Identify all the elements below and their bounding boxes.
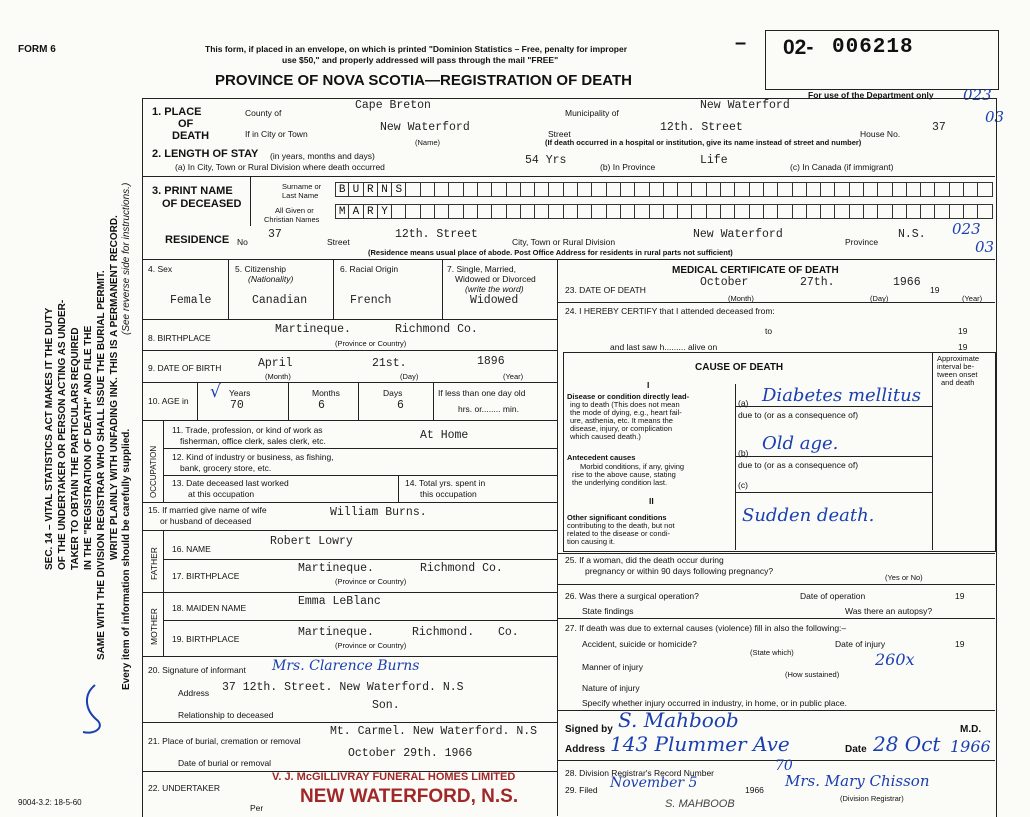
state-findings: State findings — [582, 606, 634, 616]
side-line-6: WRITE PLAINLY WITH UNFADING INK. THIS IS A PERMANENT RECORD. — [109, 215, 120, 560]
dob-day-hint: (Day) — [400, 372, 419, 381]
rule — [142, 656, 557, 657]
given-letter: A — [349, 204, 363, 219]
dob-year: 1896 — [477, 355, 505, 368]
postage-note-2: use $50," and properly addressed will pass through the mail "FREE" — [282, 55, 559, 65]
citizenship-value: Canadian — [252, 294, 308, 307]
informant-address: 37 12th. Street. New Waterford. N.S — [222, 681, 464, 694]
rule — [735, 384, 736, 550]
given-letter: R — [364, 204, 378, 219]
mother-birthplace-b: Richmond. — [412, 626, 475, 639]
stay-hint: (in years, months and days) — [270, 151, 375, 161]
record-number: 70 — [775, 758, 793, 774]
rule — [250, 176, 251, 226]
q24-label: 24. I HEREBY CERTIFY that I attended deceased from: — [565, 306, 775, 316]
q25-label-a: 25. If a woman, did the death occur during — [565, 555, 724, 565]
municipality-value: New Waterford — [700, 99, 790, 112]
dept-code-a: 023 — [963, 86, 992, 104]
footer-code: 9004-3.2: 18-5-60 — [18, 798, 82, 807]
q23-label: 23. DATE OF DEATH — [565, 285, 646, 295]
birthplace-hint: (Province or Country) — [335, 339, 407, 348]
rule — [163, 592, 164, 656]
q25-label-b: pregnancy or within 90 days following pregnancy? — [585, 566, 774, 576]
residence-province: N.S. — [898, 228, 926, 241]
rule — [163, 475, 557, 476]
q15-label-a: 15. If married give name of wife — [148, 505, 267, 515]
interval-label-4: and death — [941, 378, 975, 387]
cause-a-value: Diabetes mellitus — [762, 385, 921, 406]
interval-label-1: Approximate — [937, 354, 980, 363]
q17-label: 17. BIRTHPLACE — [172, 571, 240, 581]
age-checkmark: √ — [210, 382, 221, 402]
rule — [288, 382, 289, 420]
cause-title: CAUSE OF DEATH — [695, 362, 784, 373]
residence-street-label: Street — [327, 237, 350, 247]
residence-street: 12th. Street — [395, 228, 478, 241]
dob-year-hint: (Year) — [503, 372, 524, 381]
burial-date-label: Date of burial or removal — [178, 758, 272, 768]
margin-mark-icon — [75, 680, 115, 740]
residence-no: 37 — [268, 228, 282, 241]
side-line-8: (See reverse side for instructions.) — [121, 182, 132, 335]
rule — [557, 618, 995, 619]
physician-date: 28 Oct — [873, 732, 941, 756]
physician-name-stamp: S. MAHBOOB — [665, 798, 735, 810]
stay-label: 2. LENGTH OF STAY — [152, 148, 259, 160]
stay-c-label: (c) In Canada (if immigrant) — [790, 162, 894, 172]
months-value: 6 — [318, 399, 325, 412]
q24-to: to — [765, 326, 773, 336]
birthplace-label: 8. BIRTHPLACE — [148, 333, 211, 343]
rule — [735, 456, 932, 457]
father-birthplace-b: Richmond Co. — [420, 562, 503, 575]
undertaker-stamp-line-2: NEW WATERFORD, N.S. — [300, 786, 519, 807]
citizenship-hint: (Nationality) — [248, 274, 294, 284]
less-than-day: If less than one day old — [438, 388, 526, 398]
residence-no-label: No — [237, 237, 248, 247]
occupation-side-label: OCCUPATION — [149, 445, 158, 498]
marital-label-2: Widowed or Divorced — [455, 274, 536, 284]
rule — [142, 722, 557, 723]
other-label-1: Other significant conditions — [567, 513, 667, 522]
disease-label-1: Disease or condition directly lead- — [567, 392, 690, 401]
racial-origin-value: French — [350, 294, 392, 307]
city-label: If in City or Town — [245, 129, 308, 139]
stay-a-label: (a) In City, Town or Rural Division where death occurred — [175, 162, 385, 172]
surname-letter: R — [364, 182, 378, 197]
manner-code: 260x — [875, 650, 915, 669]
part-one-label: I — [647, 380, 650, 390]
rule — [433, 382, 434, 420]
death-year: 1966 — [893, 276, 921, 289]
years-value: 70 — [230, 399, 244, 412]
date-of-injury: Date of injury — [835, 639, 886, 649]
rule — [398, 475, 399, 502]
part-two-label: II — [649, 496, 654, 506]
residence-note: (Residence means usual place of abode. Post Office Address for residents in rural parts not sufficient) — [368, 248, 733, 257]
physician-signature: S. Mahboob — [618, 708, 739, 732]
antecedent-label-2: Morbid conditions, if any, giving — [580, 462, 685, 471]
dob-month: April — [258, 357, 293, 370]
residence-city-label: City, Town or Rural Division — [512, 237, 616, 247]
antecedent-label-3: rise to the above cause, stating — [572, 470, 676, 479]
registration-prefix: 02- — [783, 36, 814, 59]
death-day-hint: (Day) — [870, 294, 889, 303]
filed-year: 1966 — [745, 785, 764, 795]
birthplace-a: Martineque. — [275, 323, 351, 336]
municipality-label: Municipality of — [565, 108, 619, 118]
side-line-7: Every item of information should be carefully supplied. — [121, 428, 132, 690]
father-name: Robert Lowry — [270, 535, 353, 548]
q16-label: 16. NAME — [172, 544, 211, 554]
given-letter: Y — [378, 204, 392, 219]
interval-label-3: tween onset — [937, 370, 978, 379]
autopsy-label: Was there an autopsy? — [845, 606, 933, 616]
rule — [142, 420, 557, 421]
cause-c-marker: (c) — [738, 480, 748, 490]
years-label: Years — [229, 388, 251, 398]
street-value: 12th. Street — [660, 121, 743, 134]
side-line-2: OF THE UNDERTAKER OR PERSON ACTING AS UNDER- — [57, 299, 68, 570]
nature-label: Nature of injury — [582, 683, 640, 693]
q27-label: 27. If death was due to external causes (violence) fill in also the following:– — [565, 623, 847, 633]
stay-b-label: (b) In Province — [600, 162, 656, 172]
father-birthplace-hint: (Province or Country) — [335, 577, 407, 586]
hospital-note: (If death occurred in a hospital or institution, give its name instead of street and number) — [545, 138, 862, 147]
q27-year-suffix: 19 — [955, 639, 965, 649]
q26-label: 26. Was there a surgical operation? — [565, 591, 699, 601]
cause-b-marker: (b) — [738, 448, 749, 458]
death-year-suffix: 19 — [930, 285, 940, 295]
q29-label: 29. Filed — [565, 785, 598, 795]
physician-date-label: Date — [845, 744, 867, 755]
spouse-value: William Burns. — [330, 506, 427, 519]
racial-origin-label: 6. Racial Origin — [340, 264, 399, 274]
stay-a-value: 54 Yrs — [525, 154, 567, 167]
due-to-a: due to (or as a consequence of) — [738, 410, 859, 420]
q26-year-suffix: 19 — [955, 591, 965, 601]
due-to-b: due to (or as a consequence of) — [738, 460, 859, 470]
surname-grid — [335, 182, 993, 197]
division-registrar-hint: (Division Registrar) — [840, 794, 904, 803]
q14-label-b: this occupation — [420, 489, 477, 499]
q13-label-a: 13. Date deceased last worked — [172, 478, 289, 488]
rule — [163, 530, 164, 592]
given-letter: M — [335, 204, 349, 219]
informant-address-label: Address — [178, 688, 210, 698]
disease-label-4: ure, asthenia, etc. It means the — [570, 416, 673, 425]
city-name-hint: (Name) — [415, 138, 441, 147]
rule — [142, 592, 557, 593]
md-label: M.D. — [960, 724, 982, 735]
q24-year-suffix-2: 19 — [958, 342, 968, 352]
surname-label-2: Last Name — [282, 191, 319, 200]
rule — [197, 382, 198, 420]
form-number: FORM 6 — [18, 44, 56, 55]
rule — [557, 259, 558, 816]
q11-label-a: 11. Trade, profession, or kind of work as — [172, 425, 323, 435]
county-value: Cape Breton — [355, 99, 431, 112]
q12-label-b: bank, grocery store, etc. — [180, 463, 272, 473]
dash-mark: – — [735, 32, 747, 54]
side-line-5: SAME WITH THE DIVISION REGISTRAR WHO SHALL ISSUE THE BURIAL PERMIT. — [96, 270, 107, 660]
state-which-hint: (State which) — [750, 648, 794, 657]
q13-label-b: at this occupation — [188, 489, 255, 499]
death-month-hint: (Month) — [728, 294, 754, 303]
stay-b-value: Life — [700, 154, 728, 167]
physician-address-label: Address — [565, 744, 606, 755]
q11-value: At Home — [420, 429, 469, 442]
marital-label-3: (write the word) — [465, 284, 524, 294]
name-label-1: 3. PRINT NAME — [152, 185, 233, 197]
relationship-value: Son. — [372, 699, 400, 712]
given-label-1: All Given or — [275, 206, 314, 215]
street-label: Street — [548, 129, 571, 139]
mother-side-label: MOTHER — [149, 608, 159, 645]
rule — [142, 319, 557, 320]
dept-code-b: 03 — [985, 108, 1005, 126]
place-label-2: OF — [178, 118, 194, 130]
rule — [163, 620, 557, 621]
rule — [557, 302, 995, 303]
cause-a-marker: (a) — [738, 398, 749, 408]
undertaker-stamp-line-1: V. J. McGILLIVRAY FUNERAL HOMES LIMITED — [272, 771, 516, 783]
rule — [142, 350, 557, 351]
q22-label: 22. UNDERTAKER — [148, 783, 220, 793]
physician-address: 143 Plummer Ave — [610, 732, 790, 756]
surname-label-1: Surname or — [282, 182, 322, 191]
date-of-operation: Date of operation — [800, 591, 866, 601]
residence-city: New Waterford — [693, 228, 783, 241]
sex-label: 4. Sex — [148, 264, 173, 274]
father-birthplace-a: Martineque. — [298, 562, 374, 575]
rule — [333, 259, 334, 319]
place-label-3: DEATH — [172, 130, 210, 142]
name-label-2: OF DECEASED — [162, 198, 242, 210]
residence-province-label: Province — [845, 237, 879, 247]
registrar-signature: Mrs. Mary Chisson — [785, 772, 930, 790]
other-label-4: tion causing it. — [567, 537, 615, 546]
disease-label-3: the mode of dying, e.g., heart fail- — [570, 408, 682, 417]
dept-code-c: 023 — [952, 220, 981, 238]
death-month: October — [700, 276, 749, 289]
other-label-2: contributing to the death, but not — [567, 521, 675, 530]
father-side-label: FATHER — [149, 547, 159, 580]
filed-date: November 5 — [610, 775, 698, 791]
given-label-2: Christian Names — [264, 215, 320, 224]
rule — [228, 259, 229, 319]
rule — [442, 259, 443, 319]
rule — [163, 420, 164, 502]
hrs-min: hrs. or........ min. — [458, 404, 519, 414]
side-line-3: TAKER TO OBTAIN THE PARTICULARS REQUIRED — [70, 327, 81, 570]
dob-day: 21st. — [372, 357, 407, 370]
q12-label-a: 12. Kind of industry or business, as fishing, — [172, 452, 334, 462]
rule — [557, 584, 995, 585]
dob-month-hint: (Month) — [265, 372, 291, 381]
cause-b-value: Old age. — [762, 433, 839, 454]
rule — [735, 406, 932, 407]
relationship-label: Relationship to deceased — [178, 710, 274, 720]
surname-letter: S — [392, 182, 406, 197]
house-label: House No. — [860, 129, 901, 139]
physician-date-year: 1966 — [950, 737, 991, 756]
q28-label: 28. Division Registrar's Record Number — [565, 768, 715, 778]
rule — [932, 352, 933, 550]
other-label-3: related to the disease or condi- — [567, 529, 670, 538]
rule — [142, 259, 995, 260]
per-label: Per — [250, 803, 264, 813]
months-label: Months — [312, 388, 340, 398]
disease-label-5: disease, injury, or complication — [570, 424, 672, 433]
antecedent-label-1: Antecedent causes — [567, 453, 636, 462]
last-saw-label: and last saw h......... alive on — [610, 342, 718, 352]
postage-note-1: This form, if placed in an envelope, on which is printed "Dominion Statistics – Free, penalty for improper — [205, 44, 628, 54]
form-title: PROVINCE OF NOVA SCOTIA—REGISTRATION OF DEATH — [215, 72, 632, 89]
mother-name: Emma LeBlanc — [298, 595, 381, 608]
sex-value: Female — [170, 294, 212, 307]
days-label: Days — [383, 388, 403, 398]
surname-letter: N — [378, 182, 392, 197]
q19-label: 19. BIRTHPLACE — [172, 634, 240, 644]
disease-label-6: which caused death.) — [570, 432, 641, 441]
yes-no-hint: (Yes or No) — [885, 573, 923, 582]
informant-signature: Mrs. Clarence Burns — [272, 658, 420, 674]
death-day: 27th. — [800, 276, 835, 289]
dob-label: 9. DATE OF BIRTH — [148, 363, 222, 373]
rule — [163, 559, 557, 560]
manner-label: Manner of injury — [582, 662, 643, 672]
q24-year-suffix-1: 19 — [958, 326, 968, 336]
q11-label-b: fisherman, office clerk, sales clerk, etc. — [180, 436, 326, 446]
side-line-1: SEC. 14 – VITAL STATISTICS ACT MAKES IT THE DUTY — [44, 307, 55, 570]
age-label: 10. AGE in — [148, 396, 189, 406]
q20-label: 20. Signature of informant — [148, 665, 246, 675]
q21-label: 21. Place of burial, cremation or removal — [148, 736, 301, 746]
surname-letter: U — [349, 182, 363, 197]
days-value: 6 — [397, 399, 404, 412]
interval-label-2: interval be- — [937, 362, 975, 371]
residence-label: RESIDENCE — [165, 234, 230, 246]
disease-label-2: ing to death (This does not mean — [570, 400, 680, 409]
specify-label: Specify whether injury occurred in industry, in home, or in public place. — [582, 698, 847, 708]
registration-number: 006218 — [832, 36, 914, 59]
marital-label-1: 7. Single, Married, — [447, 264, 516, 274]
rule — [142, 502, 557, 503]
given-name-grid — [335, 204, 993, 219]
side-line-4: IN THE "REGISTRATION OF DEATH" AND FILE THE — [83, 325, 94, 570]
mother-birthplace-a: Martineque. — [298, 626, 374, 639]
place-label-1: 1. PLACE — [152, 106, 202, 118]
mother-birthplace-hint: (Province or Country) — [335, 641, 407, 650]
rule — [557, 553, 995, 554]
rule — [163, 448, 557, 449]
house-value: 37 — [932, 121, 946, 134]
surname-letter: B — [335, 182, 349, 197]
death-year-hint: (Year) — [962, 294, 983, 303]
city-value: New Waterford — [380, 121, 470, 134]
birthplace-b: Richmond Co. — [395, 323, 478, 336]
dept-code-d: 03 — [975, 238, 995, 256]
signed-by-label: Signed by — [565, 724, 613, 735]
burial-place: Mt. Carmel. New Waterford. N.S — [330, 725, 538, 738]
antecedent-label-4: the underlying condition last. — [572, 478, 668, 487]
department-use: For use of the Department only — [808, 90, 934, 100]
rule — [735, 492, 932, 493]
rule — [142, 382, 557, 383]
rule — [358, 382, 359, 420]
cause-ii-value: Sudden death. — [742, 505, 875, 526]
q18-label: 18. MAIDEN NAME — [172, 603, 247, 613]
q14-label-a: 14. Total yrs. spent in — [405, 478, 486, 488]
accident-label: Accident, suicide or homicide? — [582, 639, 697, 649]
rule — [142, 530, 557, 531]
q15-label-b: or husband of deceased — [160, 516, 252, 526]
marital-value: Widowed — [470, 294, 519, 307]
county-label: County of — [245, 108, 282, 118]
medical-title: MEDICAL CERTIFICATE OF DEATH — [672, 265, 839, 276]
rule — [142, 176, 995, 177]
mother-birthplace-c: Co. — [498, 626, 519, 639]
citizenship-label: 5. Citizenship — [235, 264, 287, 274]
burial-date: October 29th. 1966 — [348, 747, 473, 760]
how-sustained-hint: (How sustained) — [785, 670, 840, 679]
